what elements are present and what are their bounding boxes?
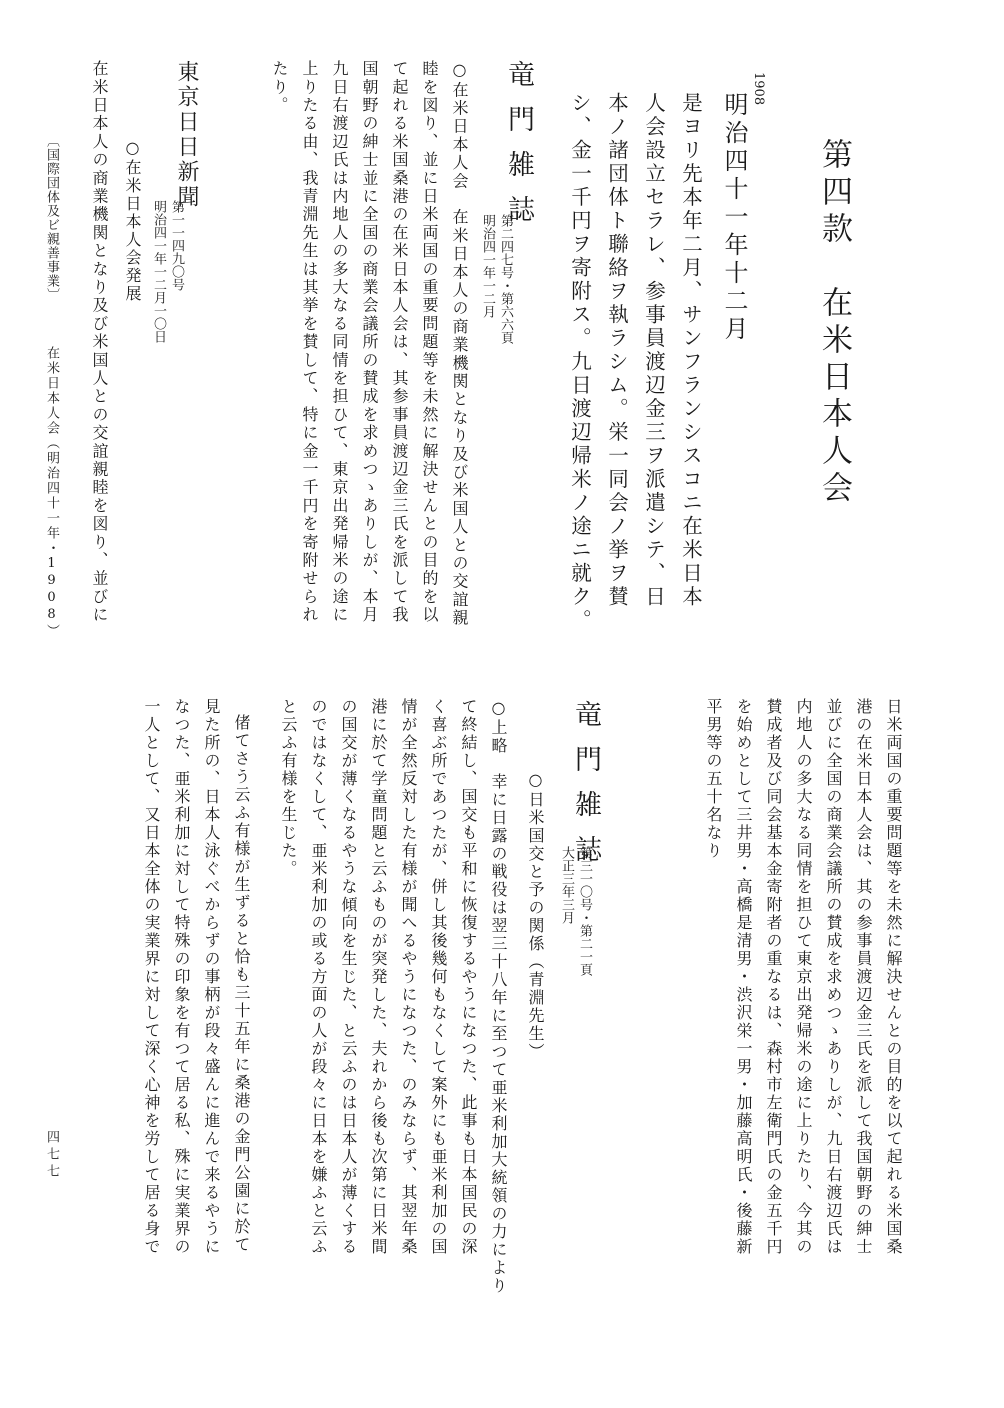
continued-text-line: 平男等の五十名なり (704, 698, 723, 860)
source-text-line: 見た所の、日本人泳ぐべからずの事柄が段々盛んに進んで来るやうに (202, 698, 221, 1256)
entry-body-line: 本ノ諸団体ト聯絡ヲ執ラシム。栄一同会ノ挙ヲ賛 (604, 92, 629, 609)
page-number: 四七七 (44, 1130, 59, 1181)
source-text-line: 偖てさう云ふ有様が生ずると恰も三十五年に桑港の金門公園に於て (232, 714, 251, 1254)
source-text-line: 一人として、又日本全体の実業界に対して深く心神を労して居る身で (142, 698, 161, 1256)
source-reference-date: 明治四一年一二月 (480, 214, 495, 318)
source-title: 竜門雑誌 (503, 60, 534, 240)
entry-date: 明治四十一年十二月 (720, 92, 748, 344)
source-text-line: の国交が薄くなるやうな傾向を生じた、と云ふのは日本人が薄くする (339, 698, 358, 1256)
source-text-line: なつた、亜米利加に対して特殊の印象を有つて居る私、殊に実業界の (172, 698, 191, 1256)
entry-body-line: シ、金一千円ヲ寄附ス。九日渡辺帰米ノ途ニ就ク。 (567, 92, 592, 633)
source-text-line: ○在米日本人会 在米日本人の商業機関となり及び米国人との交誼親 (450, 60, 469, 628)
source-subheading: ○日米国交と予の関係（青淵先生） (526, 770, 545, 1061)
continued-text-line: 日米両国の重要問題等を未然に解決せんとの目的を以て起れる米国桑 (884, 698, 903, 1256)
entry-body-line: 是ヨリ先本年二月、サンフランシスコニ在米日本 (678, 92, 703, 609)
year-ad: 1908 (751, 72, 766, 106)
source-reference-date: 大正三年三月 (559, 846, 574, 924)
continued-text-line: 並びに全国の商業会議所の賛成を求めつゝありしが、九日右渡辺氏は (824, 698, 843, 1256)
source-text-line: て終結し、国交も平和に恢復するやうになつた、此事も日本国民の深 (459, 698, 478, 1256)
section-title: 第四款 在米日本人会 (816, 138, 852, 508)
source-text-line: 国朝野の紳士並に全国の商業会議所の賛成を求めつゝありしが、本月 (360, 60, 379, 625)
section-divider (40, 690, 960, 691)
source-text-line: 在米日本人の商業機関となり及び米国人との交誼親睦を図り、並びに (90, 60, 109, 625)
source-title: 竜門雑誌 (570, 700, 601, 880)
source-text-line: たり。 (270, 60, 289, 115)
source-text-line: 上りたる由、我青淵先生は其挙を賛して、特に金一千円を寄附せられ (300, 60, 319, 625)
source-reference-date: 明治四一年一二月一〇日 (151, 200, 166, 343)
source-reference: 第三一〇号・第二一頁 (577, 846, 592, 976)
source-subheading: ○在米日本人会発展 (123, 138, 142, 303)
continued-text-line: を始めとして三井男・高橋是清男・渋沢栄一男・加藤高明氏・後藤新 (734, 698, 753, 1256)
entry-body-line: 人会設立セラレ、参事員渡辺金三ヲ派遣シテ、日 (641, 92, 666, 609)
source-text-line: く喜ぶ所であつたが、併し其後幾何もなくして案外にも亜米利加の国 (429, 698, 448, 1256)
continued-text-line: 港の在米日本人会は、其の参事員渡辺金三氏を派して我国朝野の紳士 (854, 698, 873, 1256)
source-text-line: のではなくして、亜米利加の或る方面の人が段々に日本を嫌ふと云ふ (309, 698, 328, 1256)
source-title: 東京日日新聞 (174, 60, 199, 210)
source-text-line: と云ふ有様を生じた。 (279, 698, 298, 878)
source-text-line: ○上略 幸に日露の戦役は翌三十八年に至つて亜米利加大統領の力により (489, 698, 508, 1295)
running-title: 在米日本人会（明治四十一年・1908） (44, 346, 59, 639)
source-text-line: 情が全然反対した有様が聞へるやうになつた、のみならず、其翌年桑 (399, 698, 418, 1256)
continued-text-line: 賛成者及び同会基本金寄附者の重なるは、森村市左衛門氏の金五千円 (764, 698, 783, 1256)
category-label: 〔国際団体及ビ親善事業〕 (44, 134, 59, 302)
source-text-line: 港に於て学童問題と云ふものが突発した、夫れから後も次第に日米間 (369, 698, 388, 1256)
source-text-line: 睦を図り、並に日米両国の重要問題等を未然に解決せんとの目的を以 (420, 60, 439, 625)
source-reference: 第二四七号・第六六頁 (498, 214, 513, 344)
source-text-line: 九日右渡辺氏は内地人の多大なる同情を担ひて、東京出発帰米の途に (330, 60, 349, 625)
source-reference: 第一一四九〇号 (169, 200, 184, 291)
continued-text-line: 内地人の多大なる同情を担ひて東京出発帰米の途に上りたり、今其の (794, 698, 813, 1256)
source-text-line: て起れる米国桑港の在米日本人会は、其参事員渡辺金三氏を派して我 (390, 60, 409, 625)
